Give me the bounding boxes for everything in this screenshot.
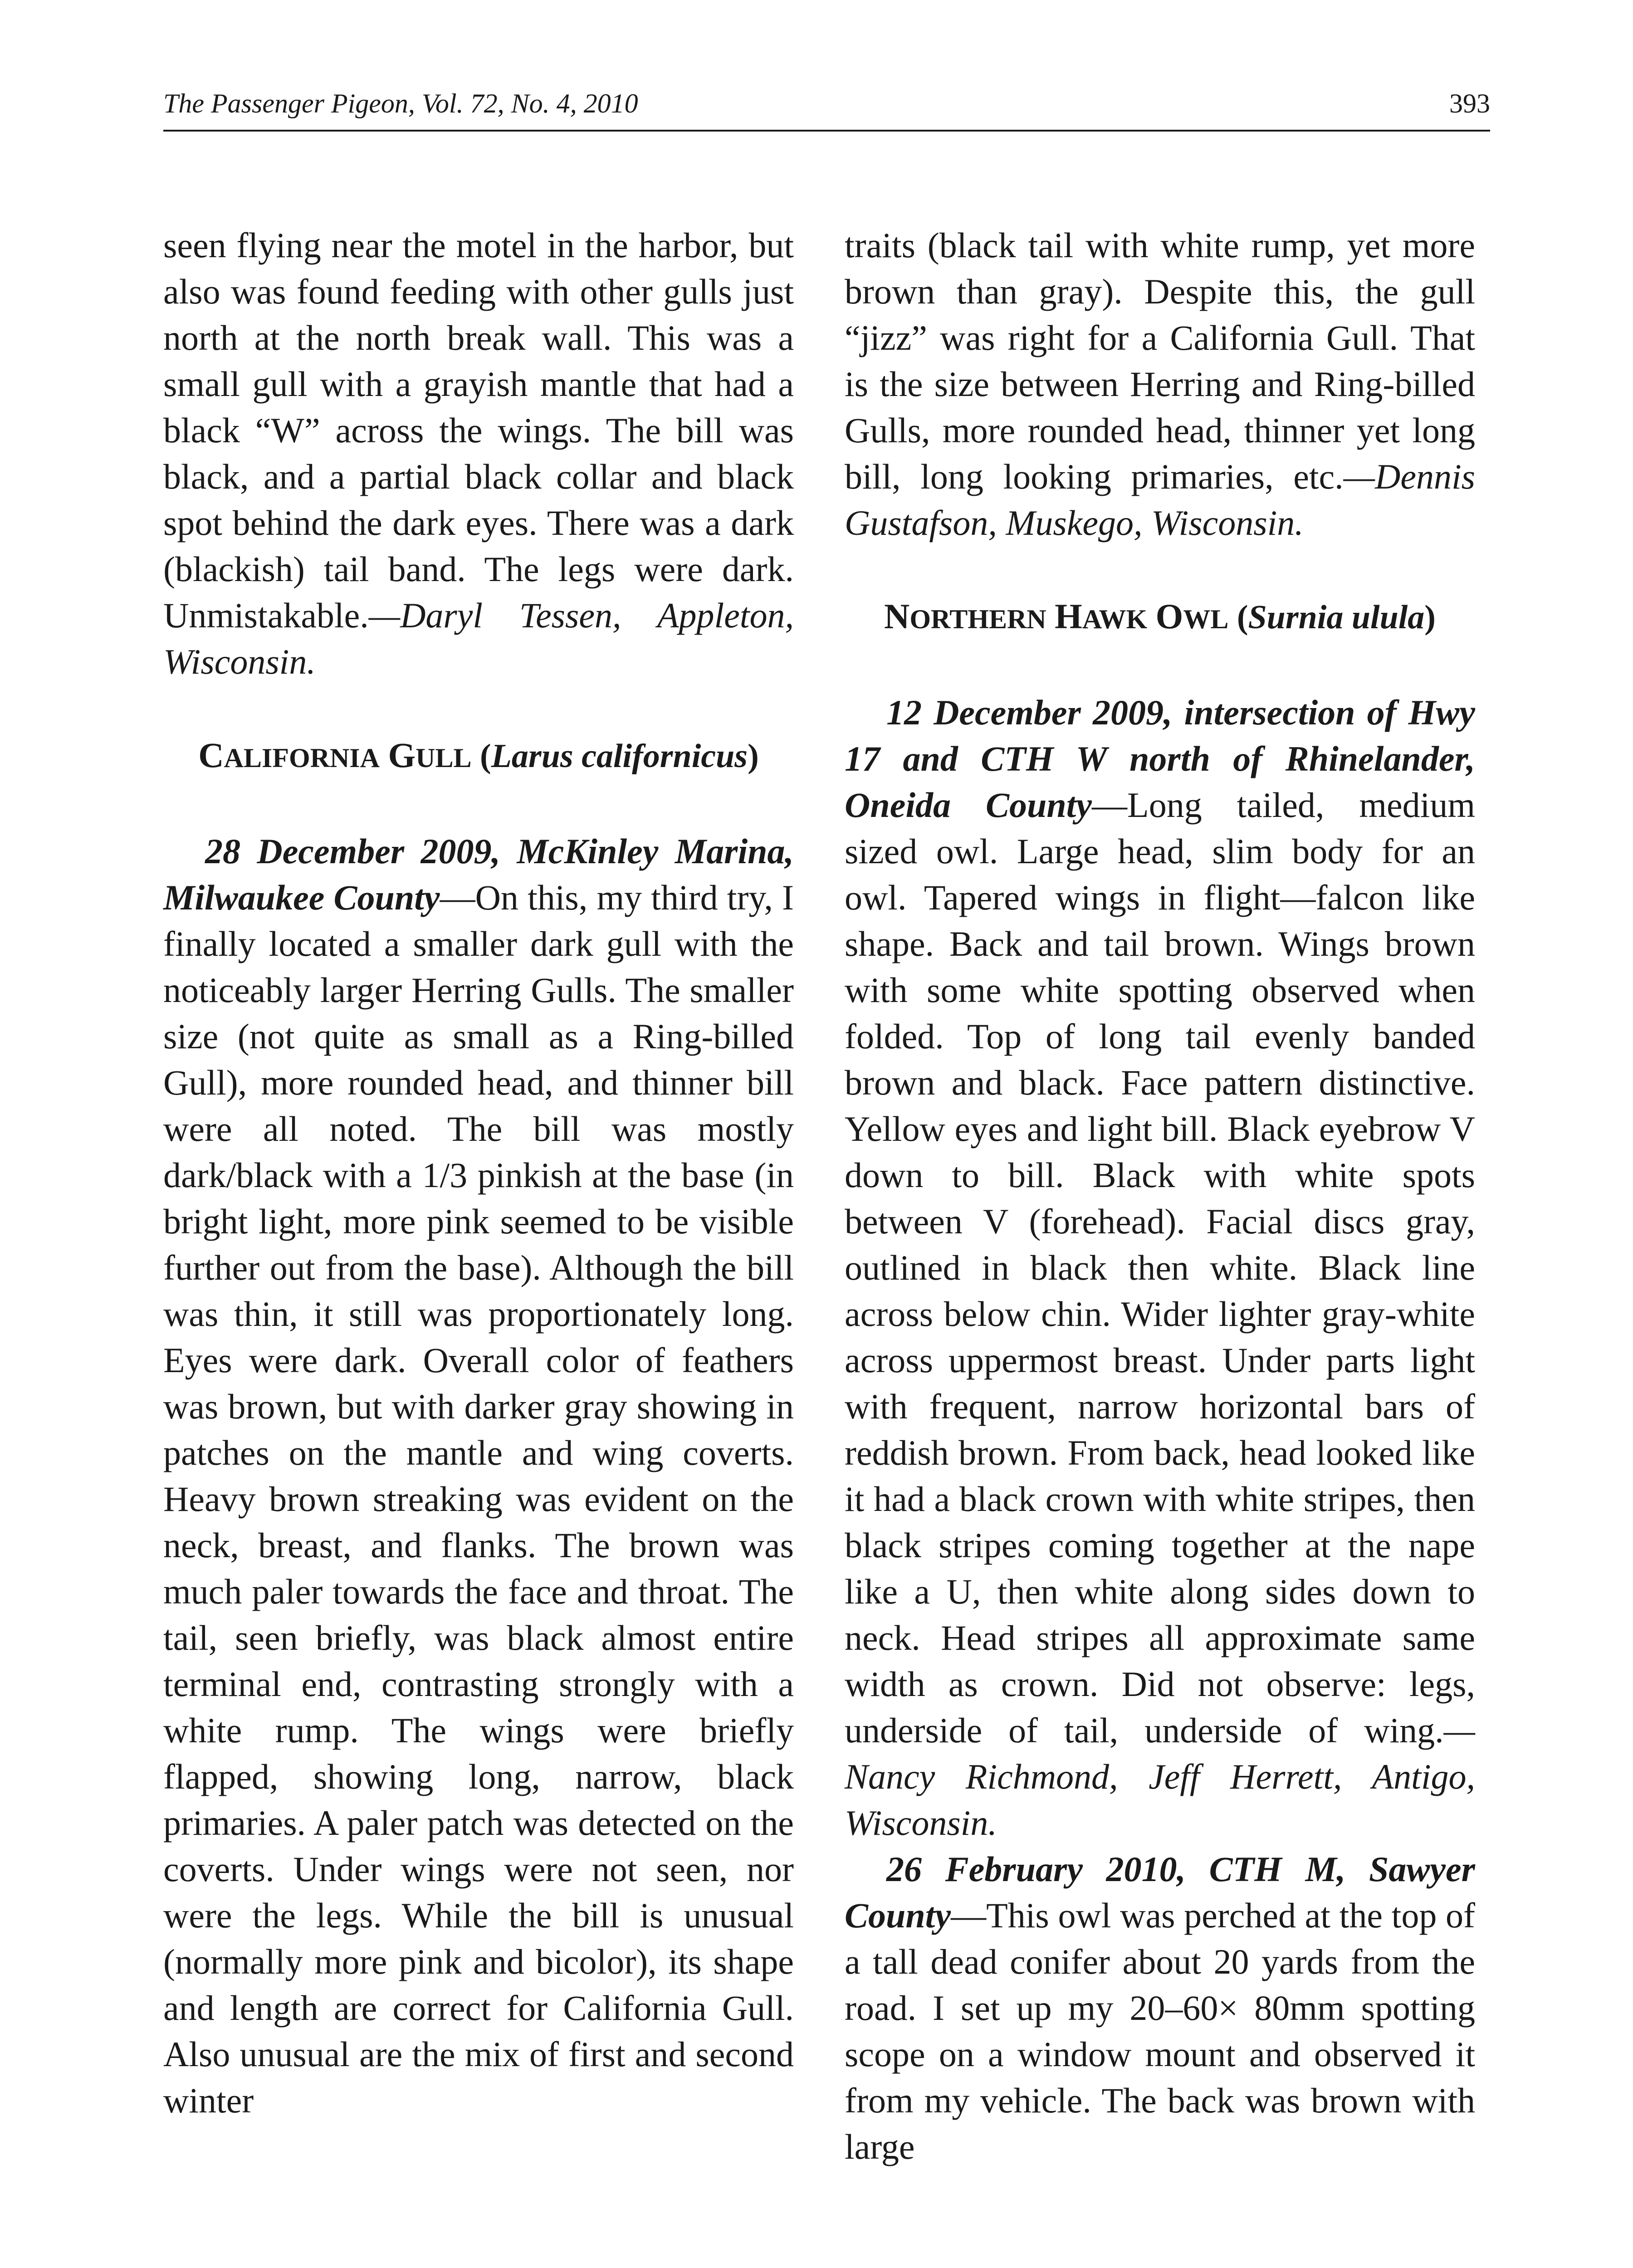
- sighting-text: —On this, my third try, I finally located a smaller dark gull with the noticeably larger Herring Gulls. The smaller size (not quite as small as a Ring-billed Gull), more rounded head, and thinner bill were all noted. The bill was mostly dark/black with a 1/3 pinkish at the base (in bright light, more pink seemed to be visible further out from the base). Although the bill was thin, it still was proportionately long. Eyes were dark. Overall color of feathers was brown, but with darker gray showing in patches on the mantle and wing coverts. Heavy brown streaking was evident on the neck, breast, and flanks. The brown was much paler towards the face and throat. The tail, seen briefly, was black almost entire terminal end, contrasting strongly with a white rump. The wings were briefly flapped, showing long, narrow, black primaries. A paler patch was detected on the coverts. Under wings were not seen, nor were the legs. While the bill is unusual (normally more pink and bicolor), its shape and length are correct for California Gull. Also unusual are the mix of first and second winter: [163, 878, 794, 2120]
- heading-initial: H: [1055, 596, 1082, 636]
- species-heading-northern-hawk-owl: NORTHERN HAWK OWL (Surnia ulula): [884, 596, 1436, 636]
- observer-signature: —Dennis Gustafson, Muskego, Wisconsin.: [845, 457, 1475, 543]
- observer-signature: —Daryl Tessen, Appleton, Wisconsin.: [163, 596, 794, 681]
- latin-name: Surnia ulula: [1248, 599, 1425, 636]
- heading-initial: G: [388, 735, 416, 775]
- continued-report-text: traits (black tail with white rump, yet more brown than gray). Despite this, the gull “jizz” was right for a California Gull. That is the size between Herring and Ring-billed Gulls, more rounded head, thinner yet long bill, long looking primaries, etc.: [845, 225, 1475, 496]
- journal-citation: The Passenger Pigeon, Vol. 72, No. 4, 2010: [163, 88, 638, 118]
- heading-initial: O: [1155, 596, 1183, 636]
- heading-initial: N: [884, 596, 910, 636]
- sighting-dateline: 12 December 2009, intersection of Hwy 17 and CTH W north of Rhinelander, Oneida County: [845, 693, 1475, 825]
- continued-report: [163, 222, 794, 685]
- header-rule: [163, 130, 1490, 132]
- sighting-text: —This owl was perched at the top of a tall dead conifer about 20 yards from the road. I set up my 20–60× 80mm spotting scope on a window mount and observed it from my vehicle. The back was brown with large: [845, 1896, 1475, 2166]
- heading-smallcaps: AWK: [1082, 604, 1148, 634]
- sighting-entry: [845, 1846, 1475, 2170]
- continued-report: [845, 222, 1475, 546]
- continued-report-text: seen flying near the motel in the harbor, but also was found feeding with other gulls just north at the north break wall. This was a small gull with a grayish mantle that had a black “W” across the wings. The bill was black, and a partial black collar and black spot behind the dark eyes. There was a dark (blackish) tail band. The legs were dark. Unmistakable.: [163, 225, 794, 635]
- species-heading-california-gull: CALIFORNIA GULL (Larus californicus): [198, 735, 759, 775]
- heading-initial: C: [198, 735, 224, 775]
- heading-smallcaps: ULL: [416, 743, 472, 773]
- sighting-entry: [163, 828, 794, 2124]
- sighting-dateline: 26 February 2010, CTH M, Sawyer County: [845, 1849, 1475, 1935]
- latin-name: Larus californicus: [491, 738, 748, 775]
- page-number: 393: [1449, 88, 1490, 118]
- heading-smallcaps: ALIFORNIA: [224, 743, 380, 773]
- heading-smallcaps: WL: [1183, 604, 1229, 634]
- right-column: [845, 222, 1475, 2170]
- left-column: [163, 222, 794, 2124]
- sighting-dateline: 28 December 2009, McKinley Marina, Milwaukee County: [163, 831, 794, 917]
- observer-signature: —Nancy Richmond, Jeff Herrett, Antigo, Wisconsin.: [845, 1711, 1475, 1843]
- running-head: [163, 85, 1490, 122]
- sighting-text: —Long tailed, medium sized owl. Large head, slim body for an owl. Tapered wings in flight—falcon like shape. Back and tail brown. Wings brown with some white spotting observed when folded. Top of long tail evenly banded brown and black. Face pattern distinctive. Yellow eyes and light bill. Black eyebrow V down to bill. Black with white spots between V (forehead). Facial discs gray, outlined in black then white. Black line across below chin. Wider lighter gray-white across uppermost breast. Under parts light with frequent, narrow horizontal bars of reddish brown. From back, head looked like it had a black crown with white stripes, then black stripes coming together at the nape like a U, then white along sides down to neck. Head stripes all approximate same width as crown. Did not observe: legs, underside of tail, underside of wing.: [845, 785, 1476, 1750]
- heading-smallcaps: ORTHERN: [909, 604, 1046, 634]
- sighting-entry: [845, 689, 1475, 1846]
